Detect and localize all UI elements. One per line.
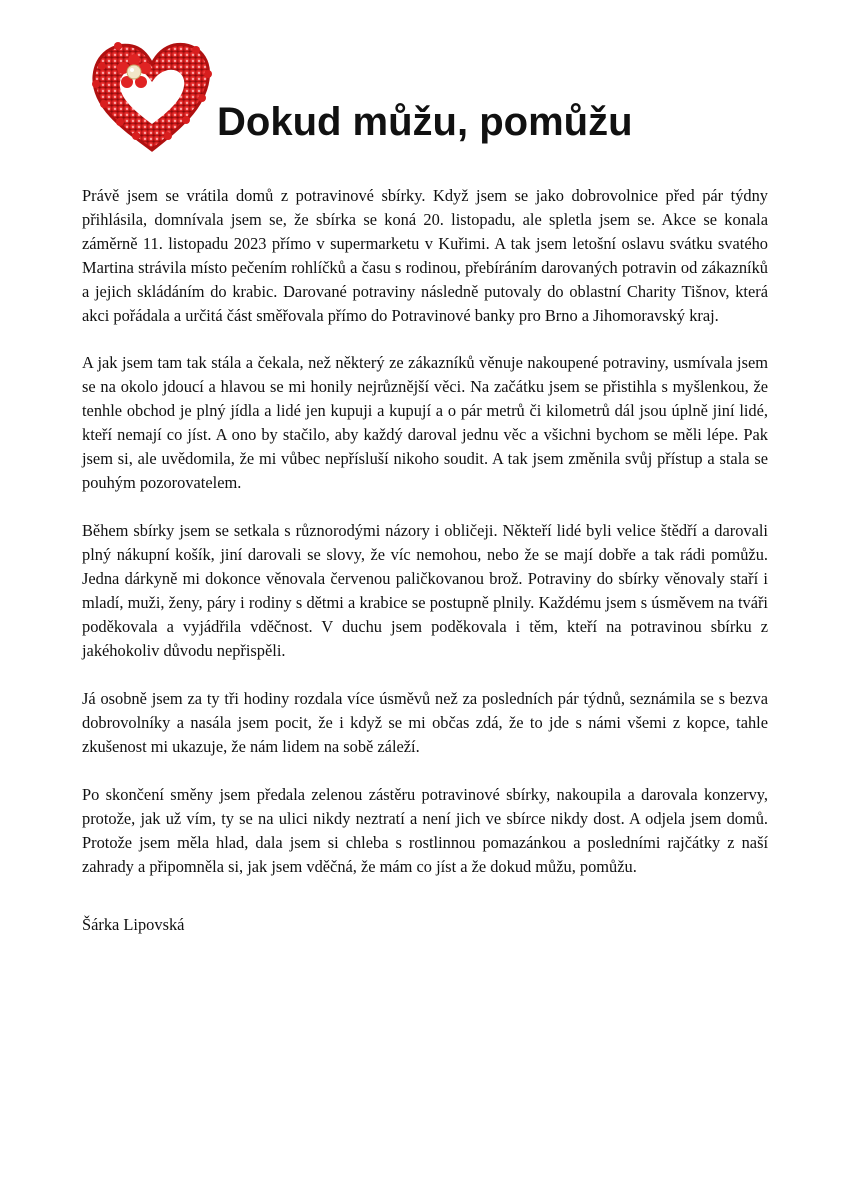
paragraph: A jak jsem tam tak stála a čekala, než některý ze zákazníků věnuje nakoupené potraviny, usmívala jsem se na okolo jdoucí a hlavou se mi honily nejrůznější věci. Na začátku jsem se přistihla s myšlenkou, že tenhle obchod je plný jídla a lidé jen kupuji a kupují a o pár metrů či kilometrů dál jsou úplně jiní lidé, kteří nemají co jíst. A ono by stačilo, aby každý daroval jednu věc a všichni bychom se měli lépe. Pak jsem si, ale uvědomila, že mi vůbec nepřísluší nikoho soudit. A tak jsem změnila svůj přístup a stala se pouhým pozorovatelem. [82,353,768,492]
paragraph: Já osobně jsem za ty tři hodiny rozdala více úsměvů než za posledních pár týdnů, seznámila se s bezva dobrovolníky a nasála jsem pocit, že i když se mi občas zdá, že to jde s námi všemi z kopce, tahle zkušenost mi ukazuje, že nám lidem na sobě záleží. [82,689,768,756]
paragraph: Po skončení směny jsem předala zelenou zástěru potravinové sbírky, nakoupila a darovala konzervy, protože, jak už vím, ty se na ulici nikdy neztratí a není jich ve sbírce nikdy dost. A odjela jsem domů. Protože jsem měla hlad, dala jsem si chleba s rostlinnou pomazánkou a posledními rajčátky z naší zahrady a připomněla si, jak jsem vděčná, že mám co jíst a že dokud můžu, pomůžu. [82,785,768,876]
paragraph: Právě jsem se vrátila domů z potravinové sbírky. Když jsem se jako dobrovolnice před pár týdny přihlásila, domnívala jsem se, že sbírka se koná 20. listopadu, ale spletla jsem se. Akce se konala záměrně 11. listopadu 2023 přímo v supermarketu v Kuřimi. A tak jsem letošní oslavu svátku svatého Martina strávila místo pečením rohlíčků a času s rodinou, přebíráním darovaných potravin od zákazníků a jejich skládáním do krabic. Darované potraviny následně putovaly do oblastní Charity Tišnov, která akci pořádala a určitá část směřovala přímo do Potravinové banky pro Brno a Jihomoravský kraj. [82,186,768,325]
document-body [82,184,768,937]
lace-heart-icon [82,28,218,160]
document-title: Dokud můžu, pomůžu [217,100,633,144]
document-header [82,28,762,163]
paragraph: Během sbírky jsem se setkala s různorodými názory i obličeji. Někteří lidé byli velice štědří a darovali plný nákupní košík, jiní darovali se slovy, že víc nemohou, nebo že se mají dobře a tak rádi pomůžu. Jedna dárkyně mi dokonce věnovala červenou paličkovanou brož. Potraviny do sbírky věnovaly staří i mladí, muži, ženy, páry i rodiny s dětmi a krabice se postupně plnily. Každému jsem s úsměvem na tváři poděkovala a vyjádřila vděčnost. V duchu jsem poděkovala i těm, kteří na potravinou sbírku z jakéhokoliv důvodu nepřispěli. [82,521,768,660]
author-signature: Šárka Lipovská [82,915,185,934]
